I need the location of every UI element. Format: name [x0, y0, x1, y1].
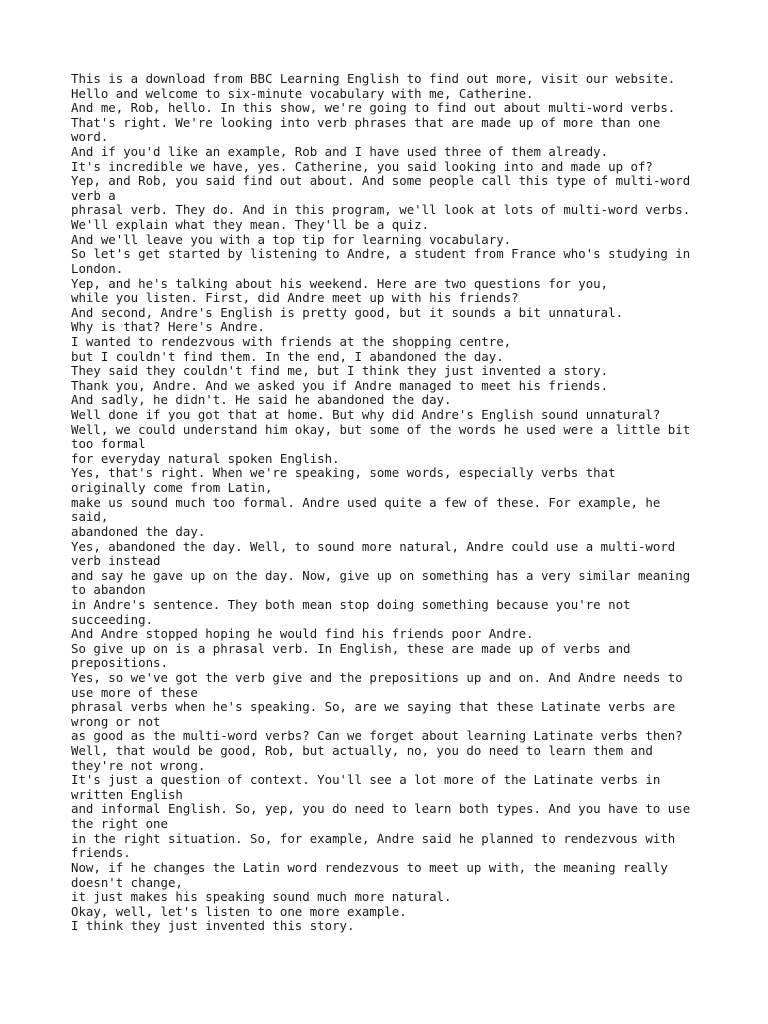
transcript-line: word.	[71, 129, 109, 145]
transcript-line: I wanted to rendezvous with friends at the shopping centre,	[71, 333, 512, 349]
transcript-line: but I couldn't find them. In the end, I abandoned the day.	[71, 348, 504, 364]
transcript-line: in the right situation. So, for example, Andre said he planned to rendezvous with	[71, 830, 676, 846]
transcript-line: said,	[71, 509, 109, 525]
transcript-line: Thank you, Andre. And we asked you if Andre managed to meet his friends.	[71, 377, 609, 393]
transcript-line: doesn't change,	[71, 874, 183, 890]
transcript-line: verb instead	[71, 553, 161, 569]
transcript-line: they're not wrong.	[71, 757, 206, 773]
transcript-line: Yes, that's right. When we're speaking, some words, especially verbs that	[71, 465, 616, 481]
transcript-line: And sadly, he didn't. He said he abandoned the day.	[71, 392, 452, 408]
transcript-line: It's just a question of context. You'll see a lot more of the Latinate verbs in	[71, 772, 661, 788]
transcript-line: while you listen. First, did Andre meet up with his friends?	[71, 290, 519, 306]
transcript-line: And we'll leave you with a top tip for learning vocabulary.	[71, 231, 512, 247]
transcript-line: London.	[71, 260, 124, 276]
transcript-line: They said they couldn't find me, but I think they just invented a story.	[71, 363, 609, 379]
transcript-line: Well, we could understand him okay, but some of the words he used were a little bit	[71, 421, 691, 437]
transcript-line: And me, Rob, hello. In this show, we're going to find out about multi-word verbs.	[71, 100, 676, 116]
transcript-line: to abandon	[71, 582, 146, 598]
transcript-line: friends.	[71, 845, 131, 861]
transcript-line: the right one	[71, 816, 168, 832]
transcript-line: written English	[71, 786, 183, 802]
transcript-line: Hello and welcome to six-minute vocabulary with me, Catherine.	[71, 85, 534, 101]
transcript-line: for everyday natural spoken English.	[71, 450, 340, 466]
transcript-line: Now, if he changes the Latin word rendezvous to meet up with, the meaning really	[71, 859, 668, 875]
transcript-line: make us sound much too formal. Andre used quite a few of these. For example, he	[71, 494, 661, 510]
transcript-line: It's incredible we have, yes. Catherine, you said looking into and made up of?	[71, 158, 653, 174]
transcript-line: in Andre's sentence. They both mean stop doing something because you're not	[71, 596, 631, 612]
transcript-line: succeeding.	[71, 611, 154, 627]
transcript-line: We'll explain what they mean. They'll be a quiz.	[71, 217, 430, 233]
transcript-line: Yes, so we've got the verb give and the prepositions up and on. And Andre needs to	[71, 669, 683, 685]
transcript-line: That's right. We're looking into verb phrases that are made up of more than one	[71, 114, 661, 130]
transcript-line: use more of these	[71, 684, 198, 700]
transcript-line: And second, Andre's English is pretty good, but it sounds a bit unnatural.	[71, 304, 624, 320]
transcript-line: and say he gave up on the day. Now, give up on something has a very similar meaning	[71, 567, 691, 583]
transcript-line: phrasal verb. They do. And in this program, we'll look at lots of multi-word verbs.	[71, 202, 691, 218]
transcript-line: phrasal verbs when he's speaking. So, are we saying that these Latinate verbs are	[71, 699, 676, 715]
transcript-line: abandoned the day.	[71, 523, 206, 539]
transcript-line: Why is that? Here's Andre.	[71, 319, 265, 335]
transcript-line: And if you'd like an example, Rob and I have used three of them already.	[71, 144, 609, 160]
transcript-line: So give up on is a phrasal verb. In English, these are made up of verbs and	[71, 640, 631, 656]
transcript-line: Yes, abandoned the day. Well, to sound more natural, Andre could use a multi-word	[71, 538, 676, 554]
transcript-line: Okay, well, let's listen to one more example.	[71, 903, 407, 919]
transcript-line: originally come from Latin,	[71, 480, 273, 496]
transcript-line: wrong or not	[71, 713, 161, 729]
transcript-line: verb a	[71, 187, 116, 203]
transcript-line: This is a download from BBC Learning English to find out more, visit our website.	[71, 71, 676, 86]
transcript-line: Yep, and Rob, you said find out about. And some people call this type of multi-word	[71, 173, 691, 189]
transcript-line: And Andre stopped hoping he would find his friends poor Andre.	[71, 626, 534, 642]
transcript-line: I think they just invented this story.	[71, 918, 355, 934]
transcript-text	[71, 72, 711, 934]
transcript-line: and informal English. So, yep, you do need to learn both types. And you have to use	[71, 801, 691, 817]
transcript-line: as good as the multi-word verbs? Can we forget about learning Latinate verbs then?	[71, 728, 683, 744]
transcript-line: too formal	[71, 436, 146, 452]
transcript-line: Well done if you got that at home. But why did Andre's English sound unnatural?	[71, 407, 661, 423]
transcript-line: it just makes his speaking sound much more natural.	[71, 889, 452, 905]
transcript-line: prepositions.	[71, 655, 168, 671]
transcript-line: So let's get started by listening to Andre, a student from France who's studying in	[71, 246, 691, 262]
transcript-line: Well, that would be good, Rob, but actually, no, you do need to learn them and	[71, 743, 653, 759]
transcript-line: Yep, and he's talking about his weekend. Here are two questions for you,	[71, 275, 609, 291]
